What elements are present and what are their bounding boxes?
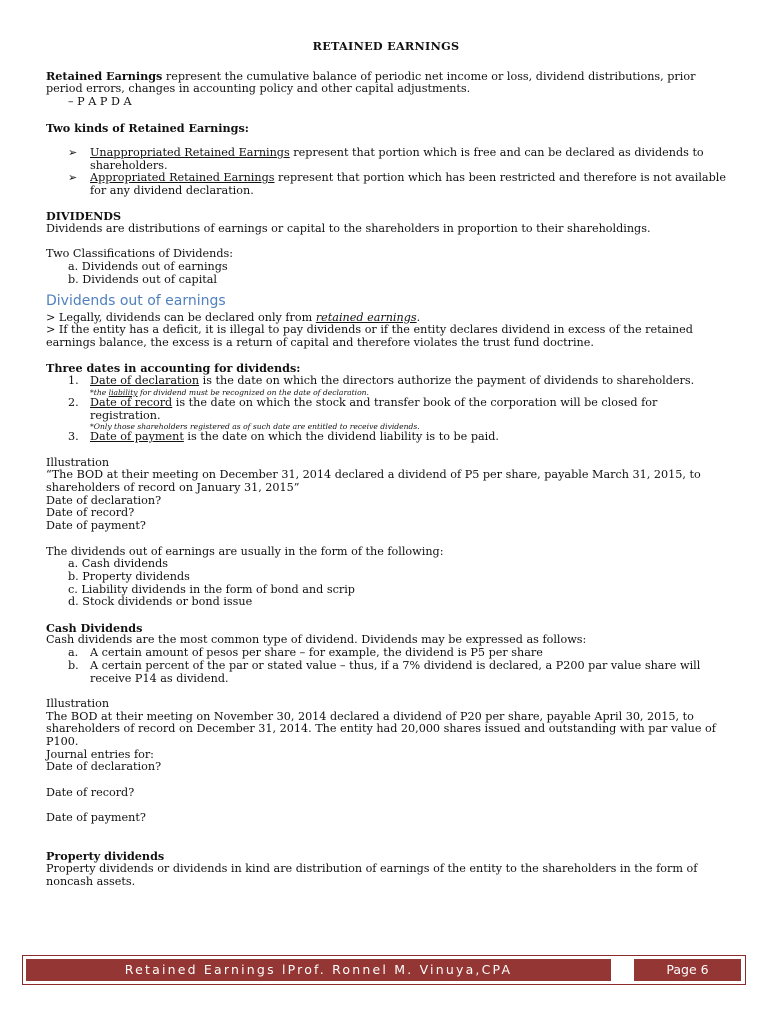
list-item: d. Stock dividends or bond issue (68, 595, 253, 609)
footnote: *the liability for dividend must be recognized on the date of declaration. (90, 387, 369, 397)
dividends-definition: Dividends are distributions of earnings or capital to the shareholders in proportion to their shareholdings. (46, 222, 651, 236)
illustration-label: Illustration (46, 455, 110, 469)
papda-mnemonic: – P A P D A (68, 95, 132, 109)
list-item: b. Property dividends (68, 569, 190, 583)
page-footer (22, 955, 746, 985)
intro-term: Retained Earnings (46, 68, 163, 83)
list-item: c. Liability dividends in the form of bond and scrip (68, 582, 355, 596)
property-dividends-heading: Property dividends (46, 849, 165, 864)
arrow-bullet-icon: ➢ (68, 145, 78, 159)
cash-dividends-heading: Cash Dividends (46, 620, 143, 635)
forms-heading: The dividends out of earnings are usually in the form of the following: (46, 544, 444, 558)
illustration-text: The BOD at their meeting on November 30, 2014 declared a dividend of P20 per share, payable April 30, 2015, to shareholders of record on December 31, 2014. The entity had 20,000 shares issued and outstanding with par value of P100. (46, 709, 716, 749)
dividends-heading: DIVIDENDS (46, 209, 122, 224)
list-item: ➢ Unappropriated Retained Earnings represent that portion which is free and can be declared as dividends to shareholders. (68, 145, 704, 172)
intro-paragraph (46, 70, 726, 96)
list-item: b. A certain percent of the par or stated value – thus, if a 7% dividend is declared, a P200 par value share will receive P14 as dividend. (68, 658, 701, 685)
illustration-quote: “The BOD at their meeting on December 31, 2014 declared a dividend of P5 per share, payable March 31, 2015, to shareholders of record on January 31, 2015” (46, 468, 701, 494)
three-dates-heading: Three dates in accounting for dividends: (46, 361, 301, 376)
page-number: Page 6 (634, 959, 741, 981)
illustration-label: Illustration (46, 696, 110, 710)
classifications-heading: Two Classifications of Dividends: (46, 247, 234, 261)
document-page (46, 40, 726, 888)
page-title: RETAINED EARNINGS (312, 39, 460, 53)
deficit-line: > If the entity has a deficit, it is illegal to pay dividends or if the entity declares dividend in excess of the retained earnings balance, the excess is a return of capital and therefore violates the trust fund doctrine. (46, 323, 693, 349)
footnote: *Only those shareholders registered as of such date are entitled to receive dividends. (90, 422, 420, 432)
question-line: Date of declaration? (46, 760, 162, 774)
legal-line: > Legally, dividends can be declared only from retained earnings. (46, 310, 421, 324)
question-line: Date of payment? (46, 519, 146, 533)
two-kinds-heading: Two kinds of Retained Earnings: (46, 120, 249, 135)
journal-entries-label: Journal entries for: (46, 747, 154, 761)
list-item: 2. Date of record is the date on which the stock and transfer book of the corporation will be closed for registration. (68, 395, 658, 422)
list-item: 3. Date of payment is the date on which the dividend liability is to be paid. (68, 430, 499, 444)
intro-text: represent the cumulative balance of periodic net income or loss, dividend distributions, prior period errors, changes in accounting policy and other capital adjustments. (46, 69, 696, 96)
list-item: b. Dividends out of capital (68, 272, 218, 286)
footer-title: Retained Earnings lProf. Ronnel M. Vinuya,CPA (26, 959, 611, 981)
cash-dividends-text: Cash dividends are the most common type of dividend. Dividends may be expressed as follows: (46, 633, 587, 647)
arrow-bullet-icon: ➢ (68, 171, 78, 185)
list-item: a. A certain amount of pesos per share – for example, the dividend is P5 per share (68, 646, 543, 660)
property-dividends-text: Property dividends or dividends in kind are distribution of earnings of the entity to the shareholders in the form of noncash assets. (46, 861, 698, 888)
question-line: Date of record? (46, 506, 135, 520)
list-item: a. Cash dividends (68, 557, 169, 571)
list-item: 1. Date of declaration is the date on which the directors authorize the payment of dividends to shareholders. (68, 374, 695, 388)
section-heading-out-of-earnings: Dividends out of earnings (46, 292, 226, 309)
list-item: a. Dividends out of earnings (68, 260, 228, 274)
question-line: Date of declaration? (46, 493, 162, 507)
question-line: Date of record? (46, 785, 135, 799)
question-line: Date of payment? (46, 811, 146, 825)
list-item: ➢ Appropriated Retained Earnings represent that portion which has been restricted and therefore is not available for any dividend declaration. (68, 171, 726, 197)
